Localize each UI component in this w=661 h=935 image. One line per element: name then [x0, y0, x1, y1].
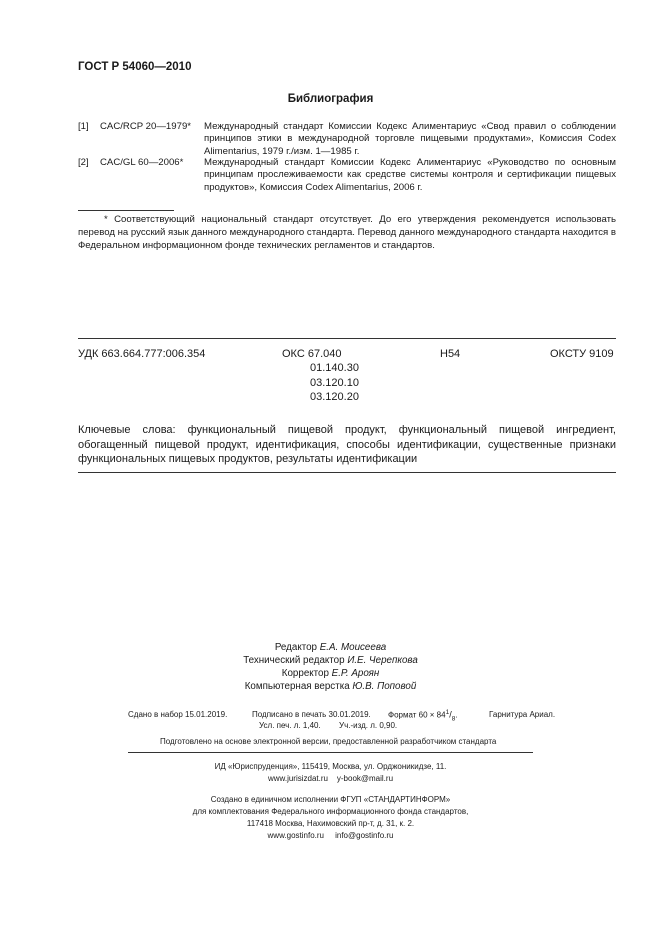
oks-code-extra-2: 03.120.10 — [310, 376, 359, 389]
editor-name: Е.А. Моисеева — [319, 642, 387, 653]
imprint-tech-editor — [0, 654, 661, 667]
publisher-contacts-1 — [0, 773, 661, 785]
print-format: Формат $60 \times 84^1/_8$. — [388, 709, 458, 723]
publisher-line-4: для комплектования Федерального информационного фонда стандартов, — [192, 807, 469, 816]
keywords-bottom-rule — [78, 472, 616, 473]
udk-code: УДК 663.664.777:006.354 — [78, 348, 206, 360]
editor-label: Редактор — [274, 642, 317, 653]
typeface: Гарнитура Ариал. — [489, 710, 556, 719]
layout-label: Компьютерная верстка — [244, 681, 350, 692]
bib-entry-2-number: [2] — [78, 157, 89, 168]
imprint-corrector — [0, 667, 661, 680]
publisher-sheets: Уч.-изд. л. 0,90. — [339, 721, 398, 730]
bib-entry-2-text: Международный стандарт Комиссии Кодекс Алиментариус «Руководство по основным принципам прослеживаемости как средстве системы контроля и сертификации пищевых продуктов», Комиссия Codex Alimentarius, 2006 г. — [204, 157, 616, 193]
document-header: ГОСТ Р 54060—2010 — [78, 61, 192, 73]
standards-website-link[interactable]: www.gostinfo.ru — [267, 831, 324, 840]
format-fraction-denominator: 8 — [451, 715, 456, 723]
corrector-label: Корректор — [281, 668, 329, 679]
footnote-divider — [78, 210, 174, 211]
okstu-code: ОКСТУ 9109 — [550, 348, 614, 360]
publisher-line-5: 117418 Москва, Нахимовский пр-т, д. 31, к. 2. — [246, 819, 415, 828]
keywords: Ключевые слова: функциональный пищевой продукт, функциональный пищевой ингредиент, обогащенный пищевой продукт, идентификация, способы идентификации, существенные признаки функциональных пищевых продуктов, результаты идентификации — [78, 424, 616, 466]
tech-editor-label: Технический редактор — [243, 655, 345, 666]
prepared-note: Подготовлено на основе электронной версии, предоставленной разработчиком стандарта — [160, 737, 497, 746]
footnote-text: * Соответствующий национальный стандарт отсутствует. До его утверждения рекомендуется использовать перевод на русский язык данного международного стандарта. Перевод данного международного стандарта находится в Федеральном информационном фонде технических регламентов и стандартов. — [78, 214, 616, 251]
imprint-layout — [0, 680, 661, 693]
standards-email-link[interactable]: info@gostinfo.ru — [335, 831, 394, 840]
publisher-line-1: ИД «Юриспруденция», 115419, Москва, ул. Орджоникидзе, 11. — [214, 762, 447, 771]
bib-entry-2-code: CAC/GL 60—2006* — [100, 157, 184, 168]
bib-entry-1-number: [1] — [78, 121, 89, 132]
layout-name: Ю.В. Поповой — [352, 681, 417, 692]
publisher-email-link[interactable]: y-book@mail.ru — [336, 774, 394, 783]
imprint-divider — [128, 752, 533, 753]
bib-entry-1-text: Международный стандарт Комиссии Кодекс Алиментариус «Свод правил о соблюдении принципов этики в международной торговле пищевыми продуктами», Комиссия Codex Alimentarius, 1979 г./изм. 1—1985 г. — [204, 121, 616, 157]
group-code: Н54 — [440, 348, 461, 360]
oks-code: ОКС 67.040 — [282, 348, 342, 360]
sign-date: Подписано в печать 30.01.2019. — [252, 710, 371, 719]
bib-entry-1-code: CAC/RCP 20—1979* — [100, 121, 192, 132]
print-sheets: Усл. печ. л. 1,40. — [259, 721, 321, 730]
format-prefix: Формат 60 × 84 — [388, 710, 446, 720]
oks-code-extra-1: 01.140.30 — [310, 362, 359, 374]
format-suffix: . — [455, 710, 458, 720]
tech-editor-name: И.Е. Черепкова — [347, 655, 418, 666]
imprint-editor — [0, 641, 661, 654]
publisher-website-link[interactable]: www.jurisizdat.ru — [267, 774, 328, 783]
set-date: Сдано в набор 15.01.2019. — [128, 710, 228, 719]
classification-top-rule — [78, 338, 616, 339]
oks-code-extra-3: 03.120.20 — [310, 391, 359, 403]
corrector-name: Е.Р. Ароян — [331, 668, 380, 679]
publisher-line-3: Создано в единичном исполнении ФГУП «СТАНДАРТИНФОРМ» — [210, 795, 451, 804]
format-fraction-numerator: 1 — [445, 709, 450, 716]
bibliography-title: Библиография — [287, 93, 374, 105]
publisher-contacts-2 — [0, 830, 661, 842]
